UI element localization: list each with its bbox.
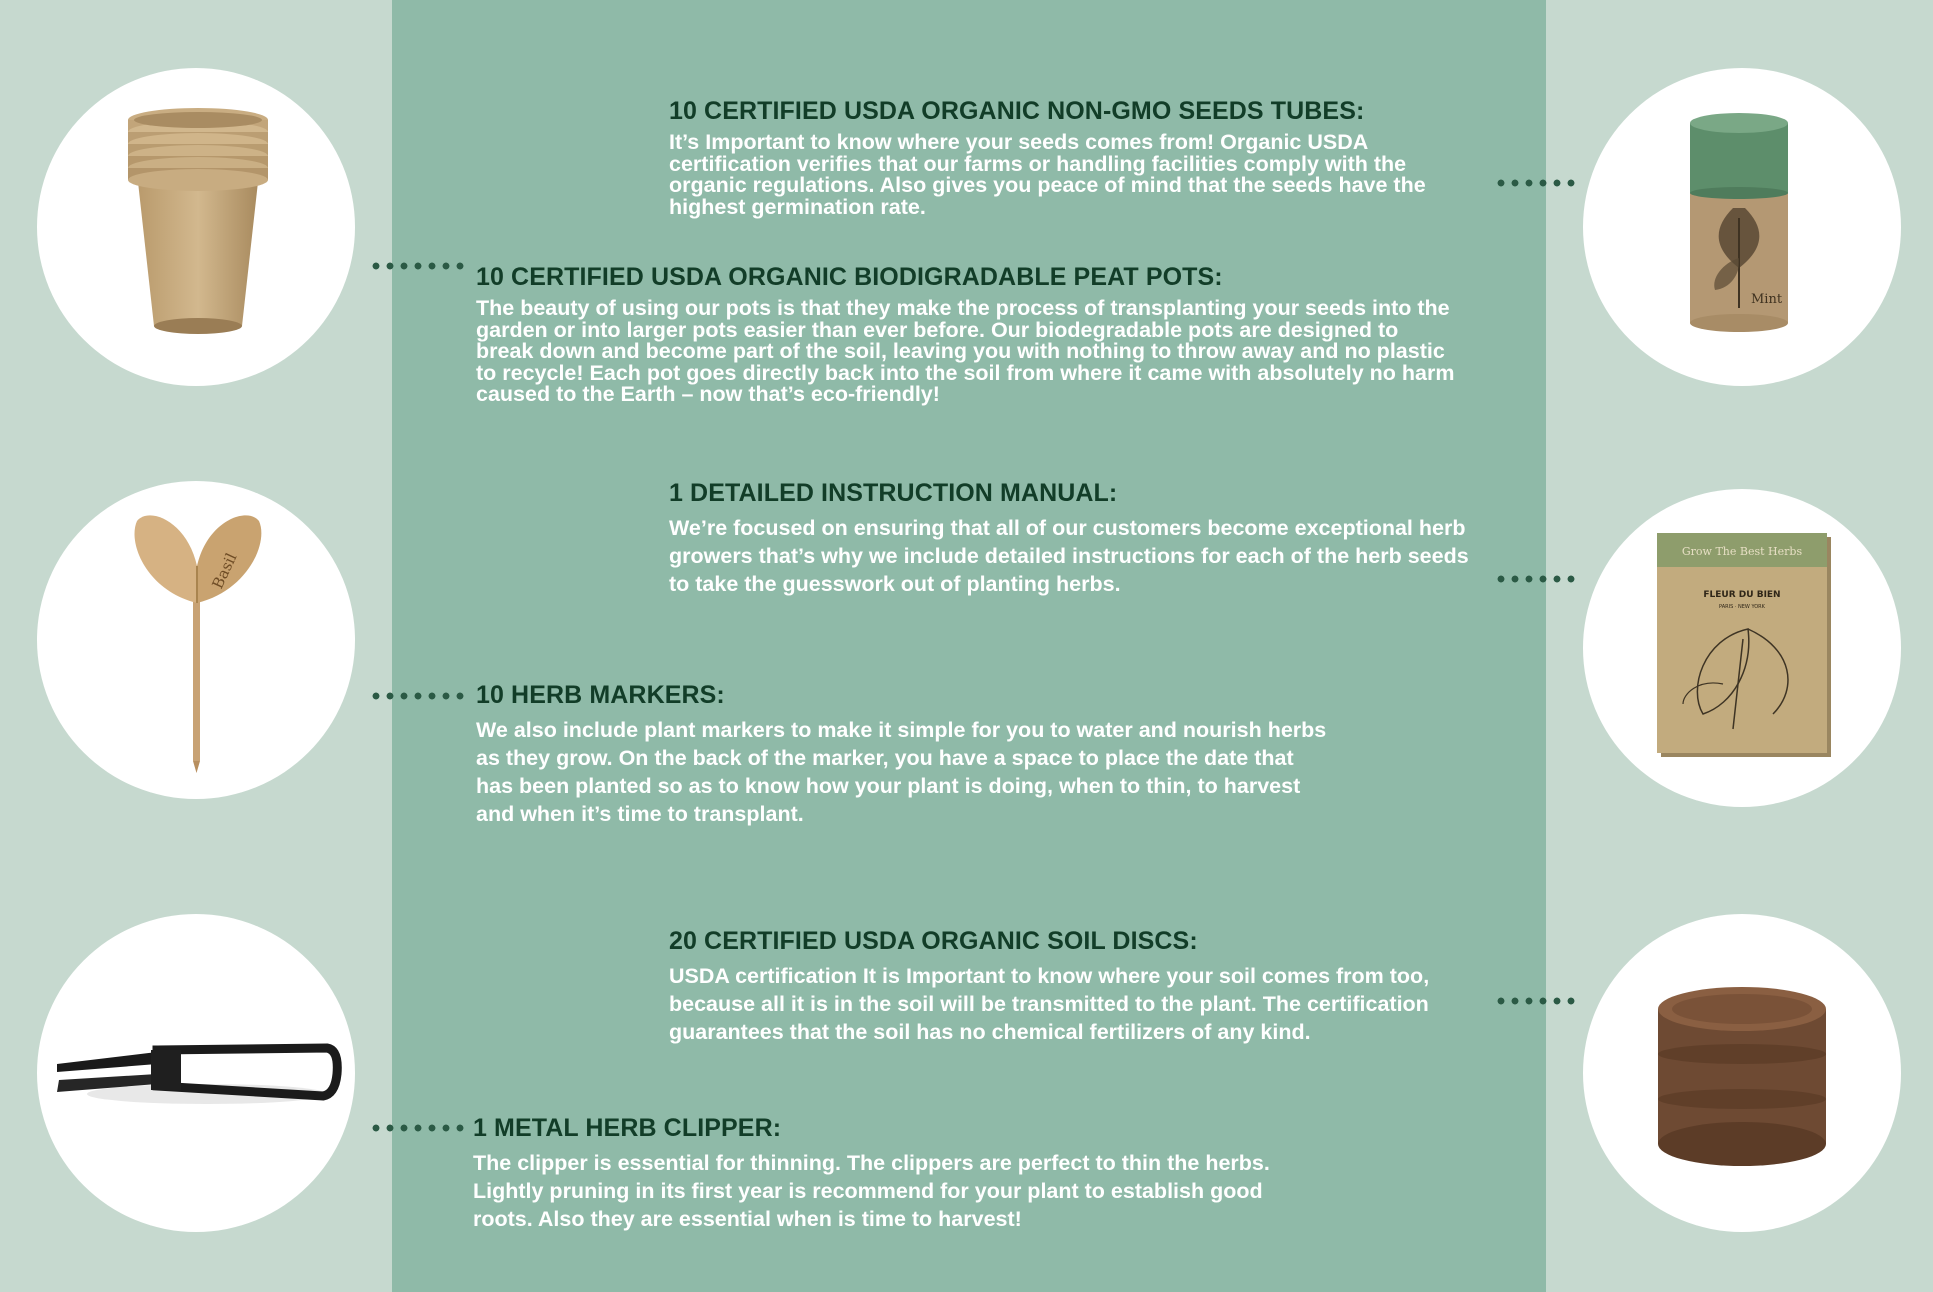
section-soil-discs — [669, 927, 1469, 1046]
peat-pots-photo — [37, 68, 355, 386]
herb-marker-photo — [37, 481, 355, 799]
connector-dots-herb-markers — [369, 692, 467, 700]
connector-dots-instruction-manual — [1494, 575, 1578, 583]
tube-label: Mint — [1751, 292, 1783, 307]
section-body: We also include plant markers to make it simple for you to water and nourish herbs as they grow. On the back of the marker, you have a space to place the date that has been planted so as to know how your plant is doing, when to thin, to harvest and when it’s time to transplant. — [476, 718, 1327, 826]
section-herb-markers — [476, 681, 1336, 828]
section-title: 10 HERB MARKERS: — [476, 681, 725, 709]
section-title: 20 CERTIFIED USDA ORGANIC SOIL DISCS: — [669, 927, 1198, 955]
section-body: The clipper is essential for thinning. The clippers are perfect to thin the herbs. Lightly pruning in its first year is recommend for your plant to establish good roots. Also they are essential when is time to harvest! — [473, 1151, 1270, 1231]
manual-sub: PARIS · NEW YORK — [1719, 604, 1765, 610]
connector-dots-seed-tubes — [1494, 179, 1578, 187]
soil-discs-photo — [1583, 914, 1901, 1232]
section-title: 10 CERTIFIED USDA ORGANIC NON-GMO SEEDS TUBES: — [669, 97, 1365, 125]
section-herb-clipper — [473, 1114, 1303, 1233]
section-seed-tubes — [669, 97, 1479, 218]
seed-tube-photo — [1583, 68, 1901, 386]
connector-dots-peat-pots — [369, 262, 467, 270]
connector-dots-herb-clipper — [369, 1124, 467, 1132]
section-title: 1 DETAILED INSTRUCTION MANUAL: — [669, 479, 1118, 507]
herb-clipper-photo — [37, 914, 355, 1232]
manual-brand: FLEUR DU BIEN — [1703, 590, 1781, 600]
section-title: 1 METAL HERB CLIPPER: — [473, 1114, 782, 1142]
section-body: USDA certification It is Important to know where your soil comes from too, because all it is in the soil will be transmitted to the plant. The certification guarantees that the soil has no chemical fertilizers of any kind. — [669, 964, 1430, 1044]
section-instruction-manual — [669, 479, 1489, 598]
section-title: 10 CERTIFIED USDA ORGANIC BIODIGRADABLE PEAT POTS: — [476, 263, 1223, 291]
instruction-manual-photo — [1583, 489, 1901, 807]
marker-label: Basil — [208, 550, 241, 592]
section-peat-pots — [476, 263, 1456, 406]
connector-dots-soil-discs — [1494, 997, 1578, 1005]
section-body: We’re focused on ensuring that all of our customers become exceptional herb growers that’s why we include detailed instructions for each of the herb seeds to take the guesswork out of planting herbs. — [669, 516, 1469, 596]
section-body: It’s Important to know where your seeds comes from! Organic USDA certification verifies that our farms or handling facilities comply with the organic regulations. Also gives you peace of mind that the seeds have the highest germination rate. — [669, 130, 1426, 219]
manual-header: Grow The Best Herbs — [1681, 545, 1803, 558]
section-body: The beauty of using our pots is that they make the process of transplanting your seeds into the garden or into larger pots easier than ever before. Our biodegradable pots are designed to break down and become part of the soil, leaving you with nothing to throw away and no plastic to recycle! Each pot goes directly back into the soil from where it came with absolutely no harm caused to the Earth – now that’s eco-friendly! — [476, 296, 1455, 406]
